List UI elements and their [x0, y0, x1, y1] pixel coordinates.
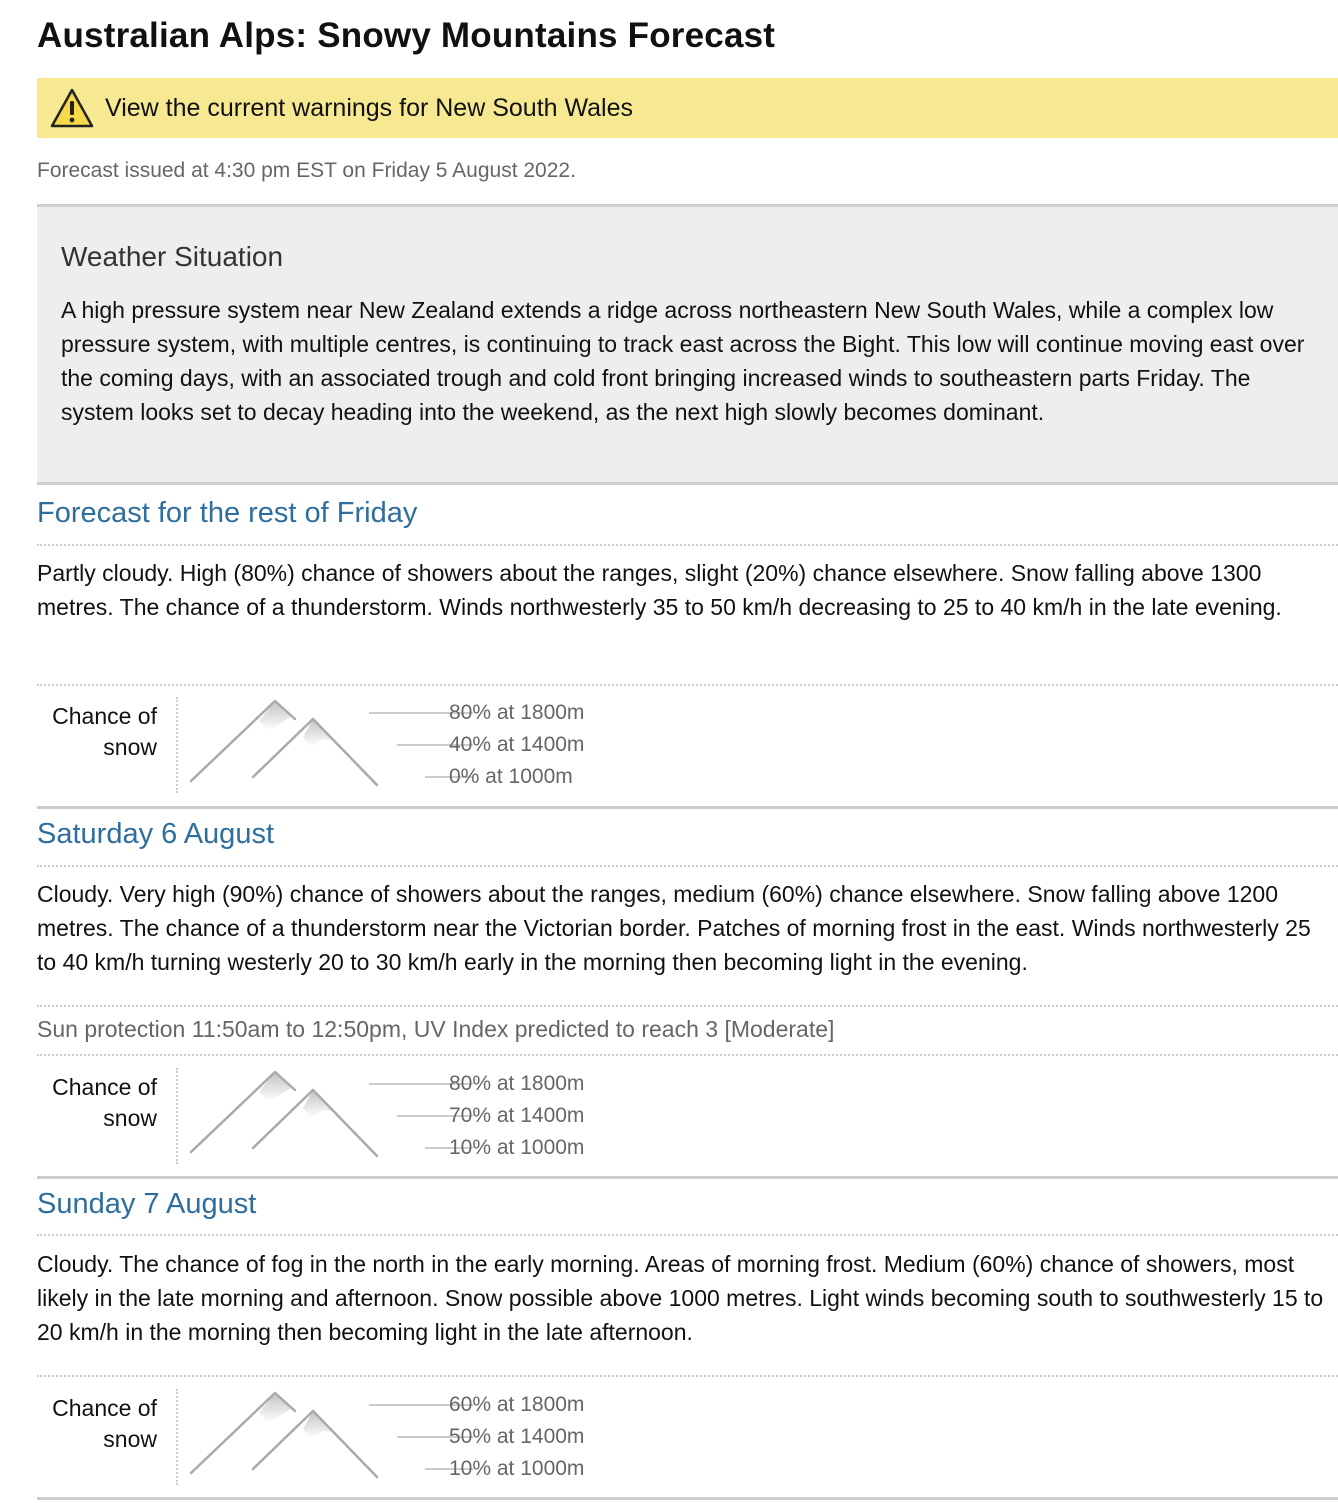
chance-of-snow — [37, 697, 1338, 797]
divider — [37, 865, 1338, 867]
snow-label: Chance of snow — [52, 1074, 157, 1131]
snow-level-1800: 80% at 1800m — [449, 1072, 585, 1095]
day-forecast-text: Cloudy. The chance of fog in the north in the early morning. Areas of morning frost. Medium (60%) chance of showers, most likely in the late morning and afternoon. Snow possible above 1000 metres. Light winds becoming south to southwesterly 15 to 20 km/h in the morning then becoming light in the late afternoon. — [37, 1251, 1324, 1345]
divider — [37, 1497, 1338, 1500]
day-forecast-text: Cloudy. Very high (90%) chance of showers about the ranges, medium (60%) chance elsewhere. Snow falling above 1200 metres. The chance of a thunderstorm near the Victorian border. Patches of morning frost in the east. Winds northwesterly 25 to 40 km/h turning westerly 20 to 30 km/h early in the morning then becoming light in the evening. — [37, 881, 1311, 975]
weather-situation-panel — [37, 204, 1338, 485]
day-heading: Saturday 6 August — [37, 818, 274, 850]
snow-level-1400: 40% at 1400m — [449, 733, 585, 756]
snow-level-1000: 0% at 1000m — [449, 765, 573, 788]
divider — [176, 697, 178, 793]
divider — [37, 1375, 1338, 1377]
warnings-link-banner[interactable] — [37, 78, 1338, 138]
divider — [37, 1005, 1338, 1007]
day-forecast-text: Partly cloudy. High (80%) chance of showers about the ranges, slight (20%) chance elsewhere. Snow falling above 1300 metres. The chance of a thunderstorm. Winds northwesterly 35 to 50 km/h decreasing to 25 to 40 km/h in the late evening. — [37, 560, 1282, 620]
day-heading: Forecast for the rest of Friday — [37, 497, 418, 529]
snow-label: Chance of snow — [52, 703, 157, 760]
snow-label: Chance of snow — [52, 1395, 157, 1452]
divider — [37, 684, 1338, 686]
page-title: Australian Alps: Snowy Mountains Forecast — [37, 16, 776, 55]
mountain-icon — [185, 1068, 485, 1164]
snow-level-1000: 10% at 1000m — [449, 1457, 585, 1480]
uv-index-text: Sun protection 11:50am to 12:50pm, UV Index predicted to reach 3 [Moderate] — [37, 1016, 835, 1042]
divider — [176, 1389, 178, 1485]
snow-level-1400: 50% at 1400m — [449, 1425, 585, 1448]
issued-time: Forecast issued at 4:30 pm EST on Friday 5 August 2022. — [37, 159, 576, 182]
chance-of-snow — [37, 1068, 1338, 1168]
mountain-icon — [185, 1389, 485, 1485]
divider — [37, 1176, 1338, 1179]
weather-situation-text: A high pressure system near New Zealand extends a ridge across northeastern New South Wales, while a complex low pressure system, with multiple centres, is continuing to track east across the Bight. This low will continue moving east over the coming days, with an associated trough and cold front bringing increased winds to southeastern parts Friday. The system looks set to decay heading into the weekend, as the next high slowly becomes dominant. — [61, 297, 1305, 425]
divider — [37, 544, 1338, 546]
warnings-link-text[interactable]: View the current warnings for New South Wales — [105, 93, 634, 122]
snow-level-1800: 60% at 1800m — [449, 1393, 585, 1416]
divider — [37, 1234, 1338, 1236]
day-heading: Sunday 7 August — [37, 1188, 257, 1220]
weather-situation-heading: Weather Situation — [61, 241, 284, 272]
mountain-icon — [185, 697, 485, 793]
snow-level-1800: 80% at 1800m — [449, 701, 585, 724]
divider — [176, 1068, 178, 1164]
snow-level-1000: 10% at 1000m — [449, 1136, 585, 1159]
divider — [37, 1054, 1338, 1056]
warning-triangle-icon — [49, 85, 99, 131]
snow-level-1400: 70% at 1400m — [449, 1104, 585, 1127]
divider — [37, 806, 1338, 809]
chance-of-snow — [37, 1389, 1338, 1489]
